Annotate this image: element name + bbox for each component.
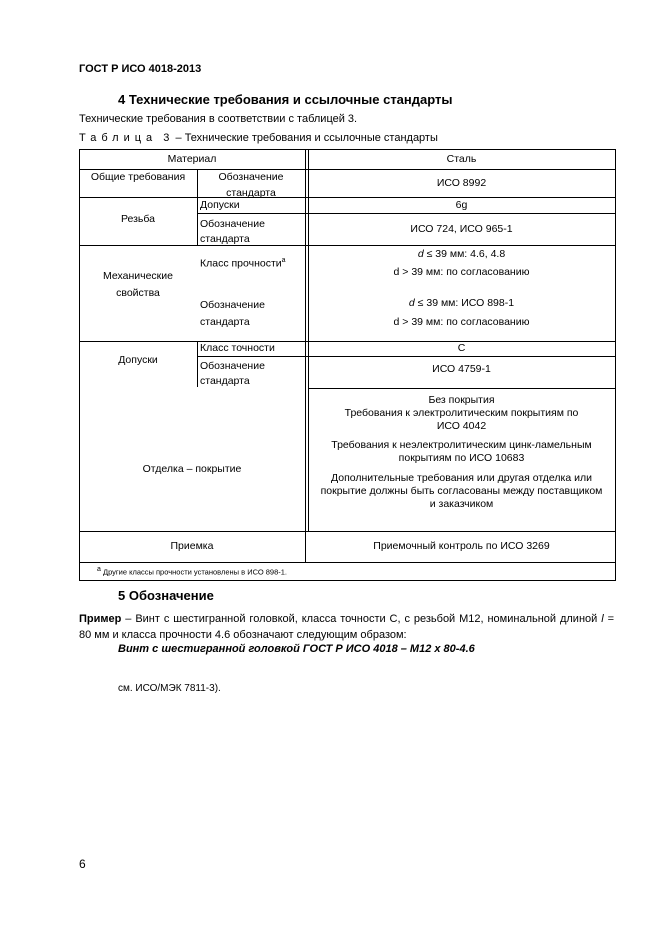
- table-caption-number: 3: [163, 132, 170, 144]
- finish-line-2: Требования к электролитическим покрытиям по: [344, 407, 579, 419]
- finish-line-8: и заказчиком: [429, 498, 494, 510]
- tolerances-std-label-2: стандарта: [200, 375, 250, 387]
- strength-class-label: Класс прочности$^a$: [200, 257, 286, 270]
- header-material: Материал: [167, 153, 217, 165]
- mech-std-value-1: d ≤ 39 мм: ИСО 898-1: [408, 297, 515, 309]
- accuracy-class-value: C: [457, 342, 466, 354]
- header-steel: Сталь: [446, 153, 477, 165]
- thread-tolerance-value: 6g: [455, 199, 468, 211]
- designation-example: Винт с шестигранной головкой ГОСТ Р ИСО 4018 – M12 х 80-4.6: [118, 643, 475, 655]
- mech-label-2: свойства: [116, 287, 160, 299]
- table-caption-label: Таблица: [79, 132, 158, 144]
- strength-class-value-1: d ≤ 39 мм: 4.6, 4.8: [417, 248, 506, 260]
- acceptance-value: Приемочный контроль по ИСО 3269: [373, 540, 550, 552]
- finish-line-7: покрытие должны быть согласованы между поставщиком: [320, 485, 603, 497]
- table-caption-title: – Технические требования и ссылочные стандарты: [175, 132, 438, 144]
- reference-text: см. ИСО/МЭК 7811-3).: [118, 683, 221, 694]
- strength-class-value-2: d > 39 мм: по согласованию: [393, 266, 530, 278]
- general-std-value: ИСО 8992: [436, 177, 487, 189]
- finish-line-4: Требования к неэлектролитическим цинк-ламельным: [331, 439, 592, 451]
- finish-line-5: покрытиям по ИСО 10683: [398, 452, 525, 464]
- table-footnote: $^a$ Другие классы прочности установлены в ИСО 898-1.: [97, 566, 288, 577]
- finish-label: Отделка – покрытие: [142, 463, 242, 475]
- acceptance-label: Приемка: [170, 540, 214, 552]
- tolerances-std-label-1: Обозначение: [200, 360, 265, 372]
- finish-line-1: Без покрытия: [428, 394, 495, 406]
- document-header: ГОСТ Р ИСО 4018-2013: [79, 63, 202, 75]
- mech-label-1: Механические: [103, 270, 173, 282]
- requirements-table: [79, 149, 616, 581]
- tolerances-std-value: ИСО 4759-1: [432, 363, 491, 375]
- accuracy-class-label: Класс точности: [200, 342, 275, 354]
- section-4-text: Технические требования в соответствии с таблицей 3.: [79, 113, 358, 125]
- tolerances-label: Допуски: [118, 354, 158, 366]
- thread-std-value: ИСО 724, ИСО 965-1: [410, 223, 513, 235]
- finish-line-6: Дополнительные требования или другая отделка или: [331, 472, 592, 484]
- finish-line-3: ИСО 4042: [436, 420, 487, 432]
- thread-tolerance-label: Допуски: [200, 199, 240, 211]
- mech-std-value-2: d > 39 мм: по согласованию: [393, 316, 530, 328]
- section-4-heading: 4 Технические требования и ссылочные стандарты: [118, 92, 453, 107]
- general-std-label-2: стандарта: [226, 187, 276, 199]
- general-std-label-1: Обозначение: [218, 171, 284, 183]
- thread-label: Резьба: [120, 213, 156, 225]
- thread-std-label-2: стандарта: [200, 233, 250, 245]
- page-number: 6: [79, 857, 86, 871]
- section-5-heading: 5 Обозначение: [118, 588, 214, 603]
- thread-std-label-1: Обозначение: [200, 218, 265, 230]
- table-caption: [79, 132, 438, 144]
- mech-std-label-2: стандарта: [200, 316, 250, 328]
- example-paragraph: Пример – Винт с шестигранной головкой, класса точности С, с резьбой М12, номинальной длиной l = 80 мм и класса прочности 4.6 обозначают следующим образом:: [79, 613, 614, 641]
- general-requirements-label: Общие требования: [90, 171, 186, 183]
- mech-std-label-1: Обозначение: [200, 299, 265, 311]
